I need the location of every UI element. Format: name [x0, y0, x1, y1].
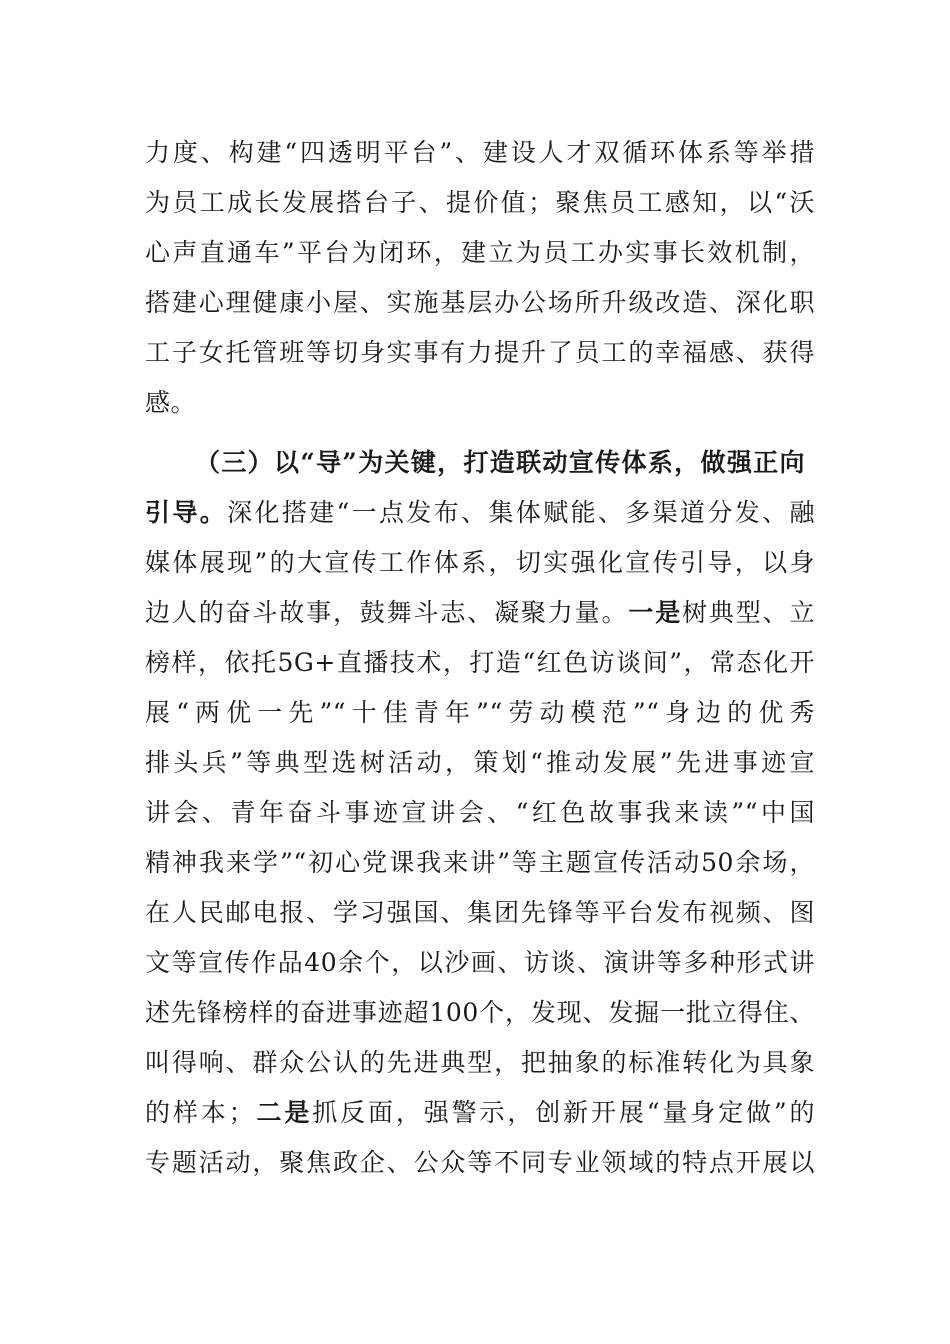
body-text-span: 深化搭建“一点发布、集体赋能、多渠道分发、融: [227, 498, 815, 527]
body-text-line: 心声直通车”平台为闭环，建立为员工办实事长效机制，: [145, 238, 815, 267]
body-text-line: 叫得响、群众公认的先进典型，把抽象的标准转化为具象: [145, 1048, 815, 1077]
body-text-line: [145, 498, 815, 528]
body-text-line: 讲会、青年奋斗事迹宣讲会、“红色故事我来读”“中国: [145, 798, 815, 827]
body-text-line: 排头兵”等典型选树活动，策划“推动发展”先进事迹宣: [145, 748, 815, 777]
body-text-line: 工子女托管班等切身实事有力提升了员工的幸福感、获得: [145, 338, 815, 367]
body-text-line: 媒体展现”的大宣传工作体系，切实强化宣传引导，以身: [145, 548, 815, 577]
body-text-line: [145, 598, 815, 628]
body-text-line: 为员工成长发展搭台子、提价值；聚焦员工感知，以“沃: [145, 188, 815, 217]
emphasis-text: 二是: [254, 1098, 313, 1127]
body-text-line: 搭建心理健康小屋、实施基层办公场所升级改造、深化职: [145, 288, 815, 317]
body-text-line: 文等宣传作品40余个，以沙画、访谈、演讲等多种形式讲: [145, 948, 815, 977]
body-text-line: [145, 1098, 815, 1128]
emphasis-text: 一是: [628, 598, 683, 627]
section-heading-end: 引导。: [145, 498, 228, 527]
body-text-line: 精神我来学”“初心党课我来讲”等主题宣传活动50余场，: [145, 848, 815, 877]
body-text-span: 抓反面，强警示，创新开展“量身定做”的: [312, 1098, 815, 1127]
body-text-span: 树典型、立: [682, 598, 815, 627]
body-text-line: 展“两优一先”“十佳青年”“劳动模范”“身边的优秀: [145, 698, 815, 727]
body-text-line: 专题活动，聚焦政企、公众等不同专业领域的特点开展以: [145, 1148, 815, 1177]
body-text-line: 感。: [145, 388, 197, 417]
body-text-line: 述先锋榜样的奋进事迹超100个，发现、发掘一批立得住、: [145, 998, 815, 1027]
body-text-line: 榜样，依托5G+直播技术，打造“红色访谈间”，常态化开: [145, 648, 815, 677]
section-heading: （三）以“导”为关键，打造联动宣传体系，做强正向: [195, 448, 805, 477]
body-text-span: 的样本；: [145, 1098, 255, 1127]
body-text-line: 在人民邮电报、学习强国、集团先锋等平台发布视频、图: [145, 898, 815, 927]
body-text-line: 力度、构建“四透明平台”、建设人才双循环体系等举措: [145, 138, 815, 167]
body-text-span: 边人的奋斗故事，鼓舞斗志、凝聚力量。: [145, 598, 629, 627]
